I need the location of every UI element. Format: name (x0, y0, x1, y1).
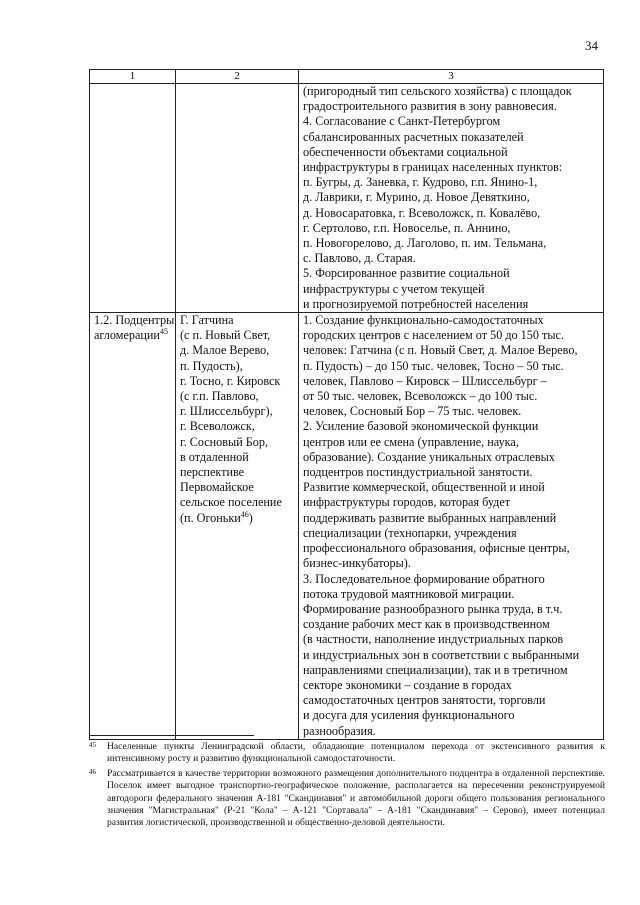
settlement-line (180, 511, 294, 526)
settlement-line: г. Шлиссельбург), (180, 404, 273, 419)
row2-col3 (299, 313, 604, 740)
text-line: (в частности, наполнение индустриальных парков (303, 632, 564, 647)
text-line: поддерживать развитие выбранных направлений (303, 510, 557, 525)
text-line: п. Пудость) – до 150 тыс. человек, Тосно – 50 тыс. (303, 358, 564, 373)
text-line: образование). Создание уникальных отраслевых (303, 449, 555, 464)
text-line: 3. Последовательное формирование обратного (303, 571, 545, 586)
text-line: п. Новогорелово, д. Лаголово, п. им. Тельмана, (303, 236, 547, 251)
settlement-line: г. Тосно, г. Кировск (180, 373, 281, 388)
row-title-line2: агломерации (94, 328, 160, 343)
footnote-mark: 46 (89, 767, 96, 776)
text-line: д. Новосаратовка, г. Всеволожск, п. Ковалёво, (303, 205, 541, 220)
settlement-line: д. Малое Верево, (180, 343, 270, 358)
settlement-line: сельское поселение (180, 495, 282, 510)
text-line: разнообразия. (303, 723, 376, 738)
text-line: Формирование разнообразного рынка труда, в т.ч. (303, 601, 563, 616)
text-line: инфраструктуры с учетом текущей (303, 281, 485, 296)
settlement-line: г. Сосновый Бор, (180, 434, 269, 449)
text-line: центров или ее смена (управление, наука, (303, 434, 519, 449)
text-line: секторе экономики – создание в городах (303, 677, 512, 692)
text-line: и индустриальных зон в соответствии с выбранными (303, 647, 580, 662)
text-line: п. Бугры, д. Заневка, г. Кудрово, г.п. Янино-1, (303, 175, 538, 190)
row1-col1 (90, 84, 176, 313)
footnote-text: Населенные пункты Ленинградской области, обладающие потенциалом перехода от экстенсивного развития к интенсивному росту и развитию функциональной самодостаточности. (107, 741, 605, 765)
text-line: 4. Согласование с Санкт-Петербургом (303, 114, 501, 129)
settlement-line: Первомайское (180, 480, 254, 495)
text-line: человек: Гатчина (с п. Новый Свет, д. Малое Верево, (303, 343, 578, 358)
text-line: 5. Форсированное развитие социальной (303, 266, 510, 281)
row2-col1 (90, 313, 176, 740)
text-line: сбалансированных расчетных показателей (303, 129, 524, 144)
text-line: бизнес-инкубаторы). (303, 556, 411, 571)
text-line: подцентров постиндустриальной занятости. (303, 465, 533, 480)
footnote-divider (89, 735, 254, 736)
text-line: Развитие коммерческой, общественной и иной (303, 480, 545, 495)
footnotes (89, 741, 605, 832)
text-line: человек, Павлово – Кировск – Шлиссельбург – (303, 373, 547, 388)
footnote-46 (89, 768, 605, 830)
text-line: от 50 тыс. человек, Всеволожск – до 100 тыс. (303, 389, 538, 404)
settlement-line: г. Всеволожск, (180, 419, 255, 434)
row1-col2 (176, 84, 299, 313)
text-line: и досуга для усиления функционального (303, 708, 515, 723)
text-line: г. Сертолово, г.п. Новоселье, п. Аннино, (303, 220, 511, 235)
text-line: обеспеченности объектами социальной (303, 144, 508, 159)
footnote-text: Рассматривается в качестве территории возможного размещения дополнительного подцентра в отдаленной перспективе. Поселок имеет выгодное транспортно-географическое положение, располагается на пересечении реконструируемой автодороги федерального значения А-181 "Скандинавия" и автомобильной дороги общего пользования регионального значения "Магистральная" (Р-21 "Кола" – А-121 "Сортавала" – А-181 "Скандинавия" – Серово), имеет потенциал развития логистической, производственной и общественно-деловой деятельности. (107, 767, 605, 829)
text-line: потока трудовой маятниковой миграции. (303, 586, 515, 601)
closing-paren: ) (248, 510, 253, 525)
row1-col3 (299, 84, 604, 313)
text-line: д. Лаврики, г. Мурино, д. Новое Девяткино, (303, 190, 530, 205)
settlement-text: (п. Огоньки (180, 510, 241, 525)
table-header-row (90, 70, 604, 84)
footnote-mark: 45 (89, 741, 96, 749)
settlement-line: п. Пудость), (180, 358, 243, 373)
settlement-line: перспективе (180, 465, 245, 480)
text-line: направлениями специализации), так и в третичном (303, 662, 568, 677)
text-line: 1. Создание функционально-самодостаточных (303, 313, 544, 328)
footnote-45 (89, 741, 605, 766)
text-line: человек, Сосновый Бор – 75 тыс. человек. (303, 404, 522, 419)
text-line: самодостаточных центров занятости, торговли (303, 693, 546, 708)
text-line: инфраструктуры городов, которая будет (303, 495, 511, 510)
row-title-line1: 1.2. Подцентры (94, 313, 175, 328)
footnote-ref-46[interactable]: 46 (240, 509, 249, 519)
footnote-ref-45[interactable]: 45 (159, 327, 168, 337)
settlement-line: в отдаленной (180, 449, 249, 464)
planning-table (89, 69, 604, 740)
settlement-line: Г. Гатчина (180, 313, 234, 328)
text-line: создание рабочих мест как в производственном (303, 617, 550, 632)
text-line: (пригородный тип сельского хозяйства) с площадок (303, 84, 572, 98)
header-col-1: 1 (90, 70, 176, 84)
text-line: градостроительного развития в зону равновесия. (303, 99, 557, 114)
settlement-line: (с п. Новый Свет, (180, 328, 271, 343)
text-line: профессионального образования, офисные центры, (303, 541, 570, 556)
settlement-line: (с г.п. Павлово, (180, 389, 259, 404)
text-line: и прогнозируемой потребностей населения (303, 296, 529, 311)
text-line: 2. Усиление базовой экономической функции (303, 419, 539, 434)
row2-col2 (176, 313, 299, 740)
text-line: специализации (технопарки, учреждения (303, 525, 517, 540)
table-row (90, 84, 604, 313)
header-col-2: 2 (176, 70, 299, 84)
table-row (90, 313, 604, 740)
header-col-3: 3 (299, 70, 604, 84)
page-number: 34 (585, 38, 598, 53)
text-line: инфраструктуры в границах населенных пунктов: (303, 160, 563, 175)
text-line: городских центров с населением от 50 до 150 тыс. (303, 328, 564, 343)
text-line: с. Павлово, д. Старая. (303, 251, 416, 266)
